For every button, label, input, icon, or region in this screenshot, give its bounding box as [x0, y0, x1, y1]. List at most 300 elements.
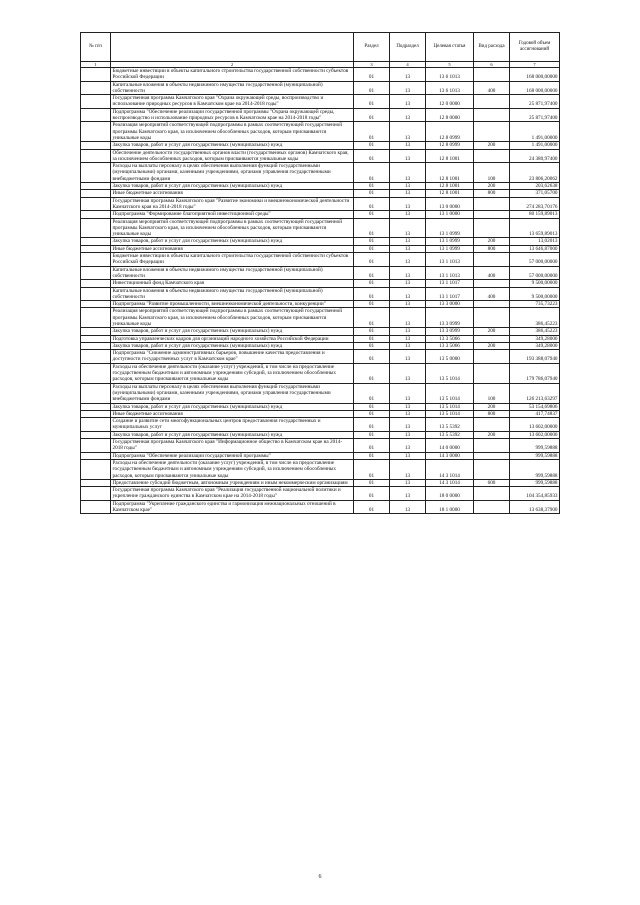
row-razdel-cell: 01 [354, 431, 390, 438]
row-amount-cell: 53 154,69806 [510, 403, 560, 410]
row-razdel-cell: 01 [354, 479, 390, 486]
row-name-cell: Подпрограмма "Обеспечение реализации государственной программы" [111, 452, 354, 459]
row-vid-cell: 200 [474, 342, 510, 349]
row-statya-cell: 13 3 5066 [426, 335, 474, 342]
row-number-cell [81, 81, 111, 95]
row-razdel-cell: 01 [354, 218, 390, 238]
row-number-cell [81, 238, 111, 245]
row-podrazdel-cell: 13 [390, 218, 426, 238]
row-podrazdel-cell: 13 [390, 479, 426, 486]
table-row [81, 418, 560, 432]
row-statya-cell: 13 3 0999 [426, 328, 474, 335]
row-name-cell: Иные бюджетные ассигнования [111, 245, 354, 252]
row-amount-cell: 23 806,20062 [510, 163, 560, 183]
row-razdel-cell: 01 [354, 211, 390, 218]
row-vid-cell [474, 452, 510, 459]
row-number-cell [81, 253, 111, 267]
row-number-cell [81, 487, 111, 501]
row-number-cell [81, 439, 111, 453]
row-podrazdel-cell: 13 [390, 383, 426, 403]
row-vid-cell [474, 350, 510, 364]
row-razdel-cell: 01 [354, 122, 390, 142]
row-name-cell: Закупка товаров, работ и услуг для государственных (муниципальных) нужд [111, 431, 354, 438]
row-name-cell: Обеспечение деятельности государственных органов власти (государственных органов) Камчатского края, за исключением обособленных расходов, которым присваиваются уникальные коды [111, 149, 354, 163]
row-statya-cell: 13 1 1013 [426, 253, 474, 267]
row-podrazdel-cell: 13 [390, 81, 426, 95]
row-podrazdel-cell: 13 [390, 418, 426, 432]
row-vid-cell [474, 500, 510, 514]
row-podrazdel-cell: 13 [390, 452, 426, 459]
row-amount-cell: 349,28000 [510, 342, 560, 349]
row-amount-cell: 417,74837 [510, 410, 560, 417]
row-number-cell [81, 410, 111, 417]
table-row [81, 452, 560, 459]
row-amount-cell: 999,59888 [510, 439, 560, 453]
row-razdel-cell: 01 [354, 342, 390, 349]
column-number: 2 [111, 62, 354, 68]
row-name-cell: Подпрограмма "Снижение административных барьеров, повышение качества предоставления и доступности государственных услуг в Камчатском крае" [111, 350, 354, 364]
table-row [81, 410, 560, 417]
row-podrazdel-cell: 13 [390, 431, 426, 438]
row-name-cell: Иные бюджетные ассигнования [111, 410, 354, 417]
table-row [81, 363, 560, 383]
row-amount-cell: 13 602,00000 [510, 431, 560, 438]
row-razdel-cell: 01 [354, 253, 390, 267]
row-vid-cell: 200 [474, 183, 510, 190]
row-amount-cell: 25 871,97400 [510, 108, 560, 122]
row-amount-cell: 9 500,00000 [510, 280, 560, 287]
row-statya-cell: 18 0 0000 [426, 487, 474, 501]
row-razdel-cell: 01 [354, 266, 390, 280]
row-vid-cell [474, 122, 510, 142]
row-name-cell: Государственная программа Камчатского края "Реализация государственной национальной политики и укрепление гражданского единства в Камчатском крае на 2014-2018 годы" [111, 487, 354, 501]
row-razdel-cell: 01 [354, 197, 390, 211]
row-number-cell [81, 287, 111, 301]
row-razdel-cell: 01 [354, 452, 390, 459]
row-vid-cell: 400 [474, 266, 510, 280]
row-name-cell: Капитальные вложения в объекты недвижимого имущества государственной (муниципальной) собственности [111, 287, 354, 301]
row-amount-cell: 25 871,97400 [510, 95, 560, 109]
row-vid-cell [474, 253, 510, 267]
row-number-cell [81, 68, 111, 82]
row-amount-cell: 999,59888 [510, 479, 560, 486]
table-row [81, 439, 560, 453]
table-row [81, 108, 560, 122]
table-row [81, 95, 560, 109]
row-name-cell: Закупка товаров, работ и услуг для государственных (муниципальных) нужд [111, 342, 354, 349]
table-row [81, 163, 560, 183]
col-header-number: № п/п [81, 33, 111, 62]
row-statya-cell: 13 1 1017 [426, 280, 474, 287]
table-row [81, 403, 560, 410]
table-row [81, 487, 560, 501]
row-podrazdel-cell: 13 [390, 190, 426, 197]
row-vid-cell: 100 [474, 163, 510, 183]
row-podrazdel-cell: 13 [390, 308, 426, 328]
row-podrazdel-cell: 13 [390, 142, 426, 149]
row-amount-cell: 735,73223 [510, 301, 560, 308]
table-row [81, 266, 560, 280]
row-amount-cell: 104 354,85933 [510, 487, 560, 501]
row-statya-cell: 13 3 5066 [426, 342, 474, 349]
row-amount-cell: 203,62638 [510, 183, 560, 190]
row-number-cell [81, 418, 111, 432]
row-number-cell [81, 163, 111, 183]
row-podrazdel-cell: 13 [390, 410, 426, 417]
table-row [81, 342, 560, 349]
row-number-cell [81, 342, 111, 349]
row-statya-cell: 12 0 0000 [426, 95, 474, 109]
row-podrazdel-cell: 13 [390, 301, 426, 308]
row-statya-cell: 12 8 1001 [426, 183, 474, 190]
row-vid-cell: 800 [474, 245, 510, 252]
row-vid-cell [474, 108, 510, 122]
row-vid-cell: 100 [474, 383, 510, 403]
row-vid-cell [474, 218, 510, 238]
row-vid-cell [474, 418, 510, 432]
row-podrazdel-cell: 13 [390, 328, 426, 335]
row-statya-cell: 13 5 1014 [426, 363, 474, 383]
row-statya-cell: 13 5 5392 [426, 431, 474, 438]
row-podrazdel-cell: 13 [390, 487, 426, 501]
row-statya-cell: 13 1 0999 [426, 245, 474, 252]
row-name-cell: Подпрограмма "Формирование благоприятной инвестиционной среды" [111, 211, 354, 218]
row-razdel-cell: 01 [354, 287, 390, 301]
row-vid-cell: 200 [474, 142, 510, 149]
row-amount-cell: 1 491,00000 [510, 122, 560, 142]
table-row [81, 383, 560, 403]
row-razdel-cell: 01 [354, 95, 390, 109]
col-header-vid: Вид расхода [474, 33, 510, 62]
table-row [81, 479, 560, 486]
row-name-cell: Закупка товаров, работ и услуг для государственных (муниципальных) нужд [111, 142, 354, 149]
table-row [81, 183, 560, 190]
row-statya-cell: 12 8 1001 [426, 163, 474, 183]
row-razdel-cell: 01 [354, 301, 390, 308]
row-razdel-cell: 01 [354, 190, 390, 197]
table-row [81, 335, 560, 342]
row-name-cell: Расходы на обеспечение деятельности (оказание услуг) учреждений, в том числе на предоставление государственным бюджетным и автономным учреждениям субсидий, за исключением обособленных расходов, которым присваиваются уникальные коды [111, 459, 354, 479]
row-statya-cell: 14 3 1014 [426, 459, 474, 479]
row-statya-cell: 13 3 0000 [426, 301, 474, 308]
row-razdel-cell: 01 [354, 183, 390, 190]
row-vid-cell [474, 280, 510, 287]
row-statya-cell: 13 0 0000 [426, 197, 474, 211]
table-row [81, 218, 560, 238]
table-row [81, 253, 560, 267]
row-statya-cell: 14 3 1014 [426, 479, 474, 486]
table-row [81, 301, 560, 308]
row-name-cell: Бюджетные инвестиции в объекты капитального строительства государственной собственности субъектов Российской Федерации [111, 68, 354, 82]
row-amount-cell: 274 283,70176 [510, 197, 560, 211]
row-number-cell [81, 328, 111, 335]
row-razdel-cell: 01 [354, 280, 390, 287]
row-razdel-cell: 01 [354, 81, 390, 95]
row-name-cell: Закупка товаров, работ и услуг для государственных (муниципальных) нужд [111, 238, 354, 245]
row-vid-cell: 200 [474, 403, 510, 410]
row-number-cell [81, 183, 111, 190]
row-amount-cell: 80 159,89013 [510, 211, 560, 218]
row-statya-cell: 13 1 0999 [426, 218, 474, 238]
row-name-cell: Подпрограмма "Укрепление гражданского единства и гармонизация межнациональных отношений в Камчатском крае" [111, 500, 354, 514]
table-row [81, 149, 560, 163]
row-number-cell [81, 383, 111, 403]
row-vid-cell [474, 459, 510, 479]
row-statya-cell: 13 1 1017 [426, 287, 474, 301]
col-header-amount: Годовой объем ассигнований [510, 33, 560, 62]
budget-table [80, 32, 560, 514]
row-amount-cell: 24 380,97400 [510, 149, 560, 163]
row-podrazdel-cell: 13 [390, 335, 426, 342]
table-row [81, 197, 560, 211]
row-number-cell [81, 197, 111, 211]
row-podrazdel-cell: 13 [390, 211, 426, 218]
row-name-cell: Реализация мероприятий соответствующей подпрограммы в рамках соответствующей государственной программы Камчатского края, за исключением обособленных расходов, которым присваиваются уникальные коды [111, 218, 354, 238]
row-razdel-cell: 01 [354, 142, 390, 149]
row-statya-cell: 12 8 0999 [426, 142, 474, 149]
row-name-cell: Государственная программа Камчатского края "Охрана окружающей среды, воспроизводство и использование природных ресурсов в Камчатском крае на 2014-2018 годы" [111, 95, 354, 109]
row-number-cell [81, 108, 111, 122]
row-statya-cell: 12 8 0000 [426, 108, 474, 122]
table-row [81, 245, 560, 252]
column-number: 5 [426, 62, 474, 68]
row-statya-cell: 14 0 0000 [426, 439, 474, 453]
table-body [81, 68, 560, 514]
row-name-cell: Капитальные вложения в объекты недвижимого имущества государственной (муниципальной) собственности [111, 266, 354, 280]
row-amount-cell: 386,45223 [510, 328, 560, 335]
row-number-cell [81, 149, 111, 163]
column-number: 7 [510, 62, 560, 68]
row-podrazdel-cell: 13 [390, 280, 426, 287]
row-name-cell: Подпрограмма "Развитие промышленности, внешнеэкономической деятельности, конкуренции" [111, 301, 354, 308]
row-amount-cell: 57 000,00000 [510, 253, 560, 267]
row-razdel-cell: 01 [354, 149, 390, 163]
row-name-cell: Расходы на выплаты персоналу в целях обеспечения выполнения функций государственными (муниципальными) органами, казенными учреждениями, органами управления государственными внебюджетными фондами [111, 163, 354, 183]
row-razdel-cell: 01 [354, 363, 390, 383]
row-name-cell: Подпрограмма "Обеспечение реализации государственной программы "Охрана окружающей среды, воспроизводство и использование природных ресурсов в Камчатском крае на 2014-2018 годы" [111, 108, 354, 122]
row-name-cell: Создание и развитие сети многофункциональных центров предоставления государственных и муниципальных услуг [111, 418, 354, 432]
row-statya-cell: 13 5 5392 [426, 418, 474, 432]
row-vid-cell: 600 [474, 479, 510, 486]
row-number-cell [81, 335, 111, 342]
row-number-cell [81, 301, 111, 308]
row-number-cell [81, 363, 111, 383]
row-name-cell: Иные бюджетные ассигнования [111, 190, 354, 197]
row-amount-cell: 168 000,00000 [510, 68, 560, 82]
row-name-cell: Закупка товаров, работ и услуг для государственных (муниципальных) нужд [111, 183, 354, 190]
row-podrazdel-cell: 13 [390, 266, 426, 280]
table-row [81, 459, 560, 479]
row-podrazdel-cell: 13 [390, 342, 426, 349]
row-vid-cell [474, 301, 510, 308]
row-number-cell [81, 122, 111, 142]
table-row [81, 287, 560, 301]
row-amount-cell: 371,05700 [510, 190, 560, 197]
row-statya-cell: 13 6 1013 [426, 81, 474, 95]
row-razdel-cell: 01 [354, 238, 390, 245]
row-statya-cell: 13 5 1014 [426, 403, 474, 410]
header-row [81, 33, 560, 62]
row-vid-cell [474, 68, 510, 82]
col-header-name [111, 33, 354, 62]
row-name-cell: Реализация мероприятий соответствующей подпрограммы в рамках соответствующей государственной программы Камчатского края, за исключением обособленных расходов, которым присваиваются уникальные коды [111, 122, 354, 142]
row-amount-cell: 126 213,63297 [510, 383, 560, 403]
row-podrazdel-cell: 13 [390, 238, 426, 245]
row-amount-cell: 13 646,87000 [510, 245, 560, 252]
row-amount-cell: 349,28000 [510, 335, 560, 342]
row-name-cell: Расходы на обеспечение деятельности (оказание услуг) учреждений, в том числе на предоставление государственным бюджетным и автономным учреждениям субсидий, за исключением обособленных расходов, которым присваиваются уникальные коды [111, 363, 354, 383]
row-razdel-cell: 01 [354, 335, 390, 342]
row-statya-cell: 13 1 1013 [426, 266, 474, 280]
table-row [81, 68, 560, 82]
row-number-cell [81, 431, 111, 438]
page-number: 6 [318, 874, 322, 880]
row-number-cell [81, 500, 111, 514]
table-row [81, 81, 560, 95]
row-podrazdel-cell: 13 [390, 403, 426, 410]
row-razdel-cell: 01 [354, 328, 390, 335]
row-vid-cell [474, 95, 510, 109]
row-vid-cell [474, 487, 510, 501]
row-amount-cell: 13 659,89013 [510, 218, 560, 238]
row-statya-cell: 14 3 0000 [426, 452, 474, 459]
row-podrazdel-cell: 13 [390, 439, 426, 453]
row-vid-cell [474, 308, 510, 328]
table-row [81, 500, 560, 514]
column-number: 3 [354, 62, 390, 68]
row-name-cell: Подготовка управленческих кадров для организаций народного хозяйства Российской Федерации [111, 335, 354, 342]
row-vid-cell [474, 149, 510, 163]
table-row [81, 142, 560, 149]
row-razdel-cell: 01 [354, 163, 390, 183]
row-razdel-cell: 01 [354, 403, 390, 410]
row-number-cell [81, 211, 111, 218]
row-statya-cell: 13 5 0000 [426, 350, 474, 364]
row-name-cell: Государственная программа Камчатского края "Информационное общество в Камчатском крае на 2014-2018 годы" [111, 439, 354, 453]
table-row [81, 328, 560, 335]
table-row [81, 211, 560, 218]
row-razdel-cell: 01 [354, 487, 390, 501]
row-vid-cell: 200 [474, 238, 510, 245]
col-header-podrazdel: Подраздел [390, 33, 426, 62]
row-podrazdel-cell: 13 [390, 197, 426, 211]
row-name-cell: Расходы на выплаты персоналу в целях обеспечения выполнения функций государственными (муниципальными) органами, казенными учреждениями, органами управления государственными внебюджетными фондами [111, 383, 354, 403]
row-vid-cell: 800 [474, 190, 510, 197]
row-razdel-cell: 01 [354, 500, 390, 514]
row-podrazdel-cell: 13 [390, 459, 426, 479]
row-vid-cell [474, 335, 510, 342]
row-statya-cell: 13 1 0999 [426, 238, 474, 245]
row-number-cell [81, 280, 111, 287]
row-vid-cell [474, 439, 510, 453]
row-amount-cell: 13 638,37900 [510, 500, 560, 514]
row-amount-cell: 999,59888 [510, 459, 560, 479]
row-amount-cell: 13 602,00000 [510, 418, 560, 432]
row-vid-cell [474, 211, 510, 218]
row-amount-cell: 179 786,07940 [510, 363, 560, 383]
column-number: 6 [474, 62, 510, 68]
row-vid-cell [474, 197, 510, 211]
row-podrazdel-cell: 13 [390, 108, 426, 122]
row-statya-cell: 13 6 1013 [426, 68, 474, 82]
column-number: 1 [81, 62, 111, 68]
row-statya-cell: 12 8 1001 [426, 190, 474, 197]
row-razdel-cell: 01 [354, 308, 390, 328]
row-razdel-cell: 01 [354, 410, 390, 417]
col-header-statya: Целевая статья [426, 33, 474, 62]
row-statya-cell: 12 8 0999 [426, 122, 474, 142]
row-amount-cell: 168 000,00000 [510, 81, 560, 95]
row-podrazdel-cell: 13 [390, 149, 426, 163]
row-amount-cell: 999,59888 [510, 452, 560, 459]
row-name-cell: Бюджетные инвестиции в объекты капитального строительства государственной собственности субъектов Российской Федерации [111, 253, 354, 267]
row-vid-cell: 200 [474, 328, 510, 335]
table-row [81, 190, 560, 197]
row-name-cell: Капитальные вложения в объекты недвижимого имущества государственной (муниципальной) собственности [111, 81, 354, 95]
row-statya-cell: 13 3 0999 [426, 308, 474, 328]
row-podrazdel-cell: 13 [390, 350, 426, 364]
row-podrazdel-cell: 13 [390, 363, 426, 383]
row-razdel-cell: 01 [354, 439, 390, 453]
row-name-cell: Реализация мероприятий соответствующей подпрограммы в рамках соответствующей государственной программы Камчатского края, за исключением обособленных расходов, которым присваиваются уникальные коды [111, 308, 354, 328]
row-number-cell [81, 479, 111, 486]
row-number-cell [81, 142, 111, 149]
row-number-cell [81, 190, 111, 197]
row-amount-cell: 1 491,00000 [510, 142, 560, 149]
row-podrazdel-cell: 13 [390, 253, 426, 267]
row-number-cell [81, 350, 111, 364]
row-razdel-cell: 01 [354, 418, 390, 432]
row-number-cell [81, 218, 111, 238]
table-row [81, 350, 560, 364]
row-amount-cell: 193 388,07940 [510, 350, 560, 364]
row-name-cell: Государственная программа Камчатского края "Развитие экономики и внешнеэкономической деятельности Камчатского края на 2014-2018 годы" [111, 197, 354, 211]
row-podrazdel-cell: 13 [390, 95, 426, 109]
table-row [81, 238, 560, 245]
row-podrazdel-cell: 13 [390, 122, 426, 142]
row-razdel-cell: 01 [354, 245, 390, 252]
row-statya-cell: 13 1 0000 [426, 211, 474, 218]
row-razdel-cell: 01 [354, 383, 390, 403]
row-number-cell [81, 452, 111, 459]
row-razdel-cell: 01 [354, 350, 390, 364]
row-amount-cell: 9 500,00000 [510, 287, 560, 301]
row-number-cell [81, 266, 111, 280]
row-name-cell: Закупка товаров, работ и услуг для государственных (муниципальных) нужд [111, 403, 354, 410]
row-podrazdel-cell: 13 [390, 163, 426, 183]
row-razdel-cell: 01 [354, 108, 390, 122]
row-number-cell [81, 245, 111, 252]
row-vid-cell: 400 [474, 81, 510, 95]
row-number-cell [81, 403, 111, 410]
row-statya-cell: 12 8 1001 [426, 149, 474, 163]
row-razdel-cell: 01 [354, 459, 390, 479]
row-amount-cell: 57 000,00000 [510, 266, 560, 280]
row-podrazdel-cell: 13 [390, 287, 426, 301]
row-number-cell [81, 308, 111, 328]
row-razdel-cell: 01 [354, 68, 390, 82]
row-name-cell: Инвестиционный фонд Камчатского края [111, 280, 354, 287]
row-podrazdel-cell: 13 [390, 245, 426, 252]
column-number: 4 [390, 62, 426, 68]
row-podrazdel-cell: 13 [390, 183, 426, 190]
row-amount-cell: 386,45223 [510, 308, 560, 328]
table-row [81, 122, 560, 142]
row-statya-cell: 13 5 1014 [426, 383, 474, 403]
row-number-cell [81, 95, 111, 109]
row-vid-cell: 200 [474, 431, 510, 438]
table-row [81, 308, 560, 328]
